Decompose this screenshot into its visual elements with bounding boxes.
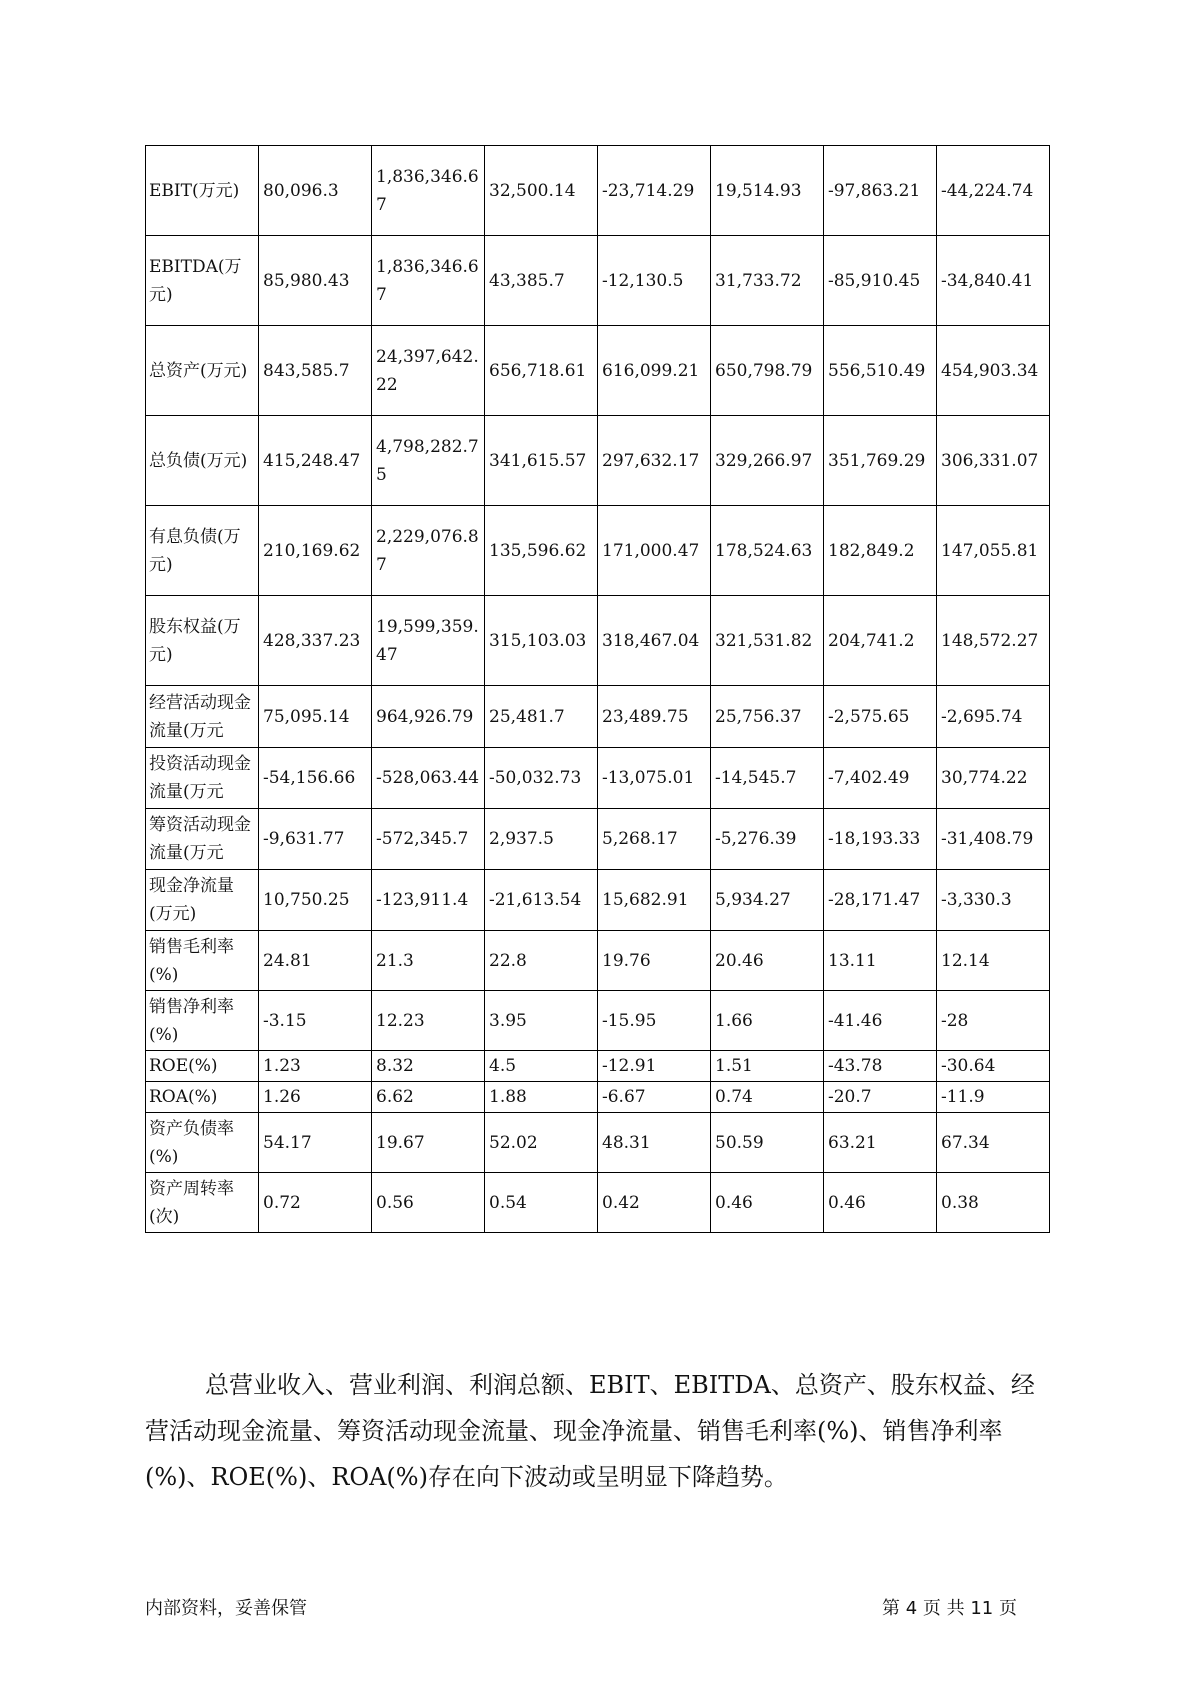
row-label: ROE(%) <box>146 1051 259 1082</box>
table-cell: 321,531.82 <box>711 596 824 686</box>
table-cell: 8.32 <box>372 1051 485 1082</box>
row-label: 销售毛利率(%) <box>146 931 259 991</box>
table-cell: 3.95 <box>485 991 598 1051</box>
table-cell: 0.72 <box>259 1173 372 1233</box>
table-cell: 616,099.21 <box>598 326 711 416</box>
table-cell: -14,545.7 <box>711 748 824 809</box>
table-cell: 1.26 <box>259 1082 372 1113</box>
table-cell: 297,632.17 <box>598 416 711 506</box>
table-cell: -13,075.01 <box>598 748 711 809</box>
table-cell: -44,224.74 <box>937 146 1050 236</box>
table-cell: -11.9 <box>937 1082 1050 1113</box>
table-cell: 2,937.5 <box>485 809 598 870</box>
table-cell: 318,467.04 <box>598 596 711 686</box>
row-label: 销售净利率(%) <box>146 991 259 1051</box>
table-cell: 54.17 <box>259 1113 372 1173</box>
table-cell: -123,911.4 <box>372 870 485 931</box>
table-row <box>146 1082 1050 1113</box>
table-cell: 0.42 <box>598 1173 711 1233</box>
table-cell: 32,500.14 <box>485 146 598 236</box>
table-row <box>146 596 1050 686</box>
table-cell: 843,585.7 <box>259 326 372 416</box>
table-row <box>146 1051 1050 1082</box>
table-cell: 415,248.47 <box>259 416 372 506</box>
table-cell: -28,171.47 <box>824 870 937 931</box>
financial-indicators-table <box>145 145 1050 1233</box>
row-label: EBIT(万元) <box>146 146 259 236</box>
table-cell: -2,575.65 <box>824 686 937 748</box>
table-cell: 428,337.23 <box>259 596 372 686</box>
table-cell: 85,980.43 <box>259 236 372 326</box>
table-cell: -43.78 <box>824 1051 937 1082</box>
table-cell: 2,229,076.87 <box>372 506 485 596</box>
table-cell: 12.14 <box>937 931 1050 991</box>
table-cell: 19.76 <box>598 931 711 991</box>
footer-page-number: 第 4 页 共 11 页 <box>882 1598 1017 1619</box>
table-cell: 0.38 <box>937 1173 1050 1233</box>
table-cell: 210,169.62 <box>259 506 372 596</box>
table-row <box>146 991 1050 1051</box>
row-label: 总资产(万元) <box>146 326 259 416</box>
row-label: 现金净流量(万元) <box>146 870 259 931</box>
table-cell: 43,385.7 <box>485 236 598 326</box>
table-cell: 351,769.29 <box>824 416 937 506</box>
table-row <box>146 506 1050 596</box>
table-cell: -54,156.66 <box>259 748 372 809</box>
table-cell: 13.11 <box>824 931 937 991</box>
row-label: 资产周转率(次) <box>146 1173 259 1233</box>
table-cell: 10,750.25 <box>259 870 372 931</box>
table-cell: 25,756.37 <box>711 686 824 748</box>
row-label: 资产负债率(%) <box>146 1113 259 1173</box>
table-cell: -50,032.73 <box>485 748 598 809</box>
table-cell: 12.23 <box>372 991 485 1051</box>
table-cell: 48.31 <box>598 1113 711 1173</box>
table-row <box>146 870 1050 931</box>
table-cell: -34,840.41 <box>937 236 1050 326</box>
table-cell: 30,774.22 <box>937 748 1050 809</box>
table-cell: -20.7 <box>824 1082 937 1113</box>
summary-paragraph: 总营业收入、营业利润、利润总额、EBIT、EBITDA、总资产、股东权益、经营活动现金流量、筹资活动现金流量、现金净流量、销售毛利率(%)、销售净利率(%)、ROE(%)、ROA(%)存在向下波动或呈明显下降趋势。 <box>145 1371 1035 1491</box>
table-cell: 147,055.81 <box>937 506 1050 596</box>
table-cell: -15.95 <box>598 991 711 1051</box>
table-cell: -31,408.79 <box>937 809 1050 870</box>
row-label: 经营活动现金流量(万元 <box>146 686 259 748</box>
table-row <box>146 326 1050 416</box>
table-row <box>146 809 1050 870</box>
table-cell: 1,836,346.67 <box>372 146 485 236</box>
table-cell: 50.59 <box>711 1113 824 1173</box>
table-cell: 15,682.91 <box>598 870 711 931</box>
table-cell: 67.34 <box>937 1113 1050 1173</box>
table-cell: 315,103.03 <box>485 596 598 686</box>
table-cell: -12.91 <box>598 1051 711 1082</box>
table-cell: 19,514.93 <box>711 146 824 236</box>
table-cell: -572,345.7 <box>372 809 485 870</box>
row-label: ROA(%) <box>146 1082 259 1113</box>
table-cell: 25,481.7 <box>485 686 598 748</box>
table-cell: -21,613.54 <box>485 870 598 931</box>
table-cell: -3,330.3 <box>937 870 1050 931</box>
table-cell: 341,615.57 <box>485 416 598 506</box>
table-cell: 178,524.63 <box>711 506 824 596</box>
table-row <box>146 1113 1050 1173</box>
table-cell: 556,510.49 <box>824 326 937 416</box>
table-cell: -28 <box>937 991 1050 1051</box>
table-cell: -12,130.5 <box>598 236 711 326</box>
row-label: 投资活动现金流量(万元 <box>146 748 259 809</box>
table-row <box>146 146 1050 236</box>
table-cell: 80,096.3 <box>259 146 372 236</box>
table-cell: -18,193.33 <box>824 809 937 870</box>
table-cell: -23,714.29 <box>598 146 711 236</box>
row-label: 筹资活动现金流量(万元 <box>146 809 259 870</box>
table-row <box>146 1173 1050 1233</box>
table-cell: 6.62 <box>372 1082 485 1113</box>
table-cell: 1.88 <box>485 1082 598 1113</box>
table-row <box>146 931 1050 991</box>
table-cell: 4.5 <box>485 1051 598 1082</box>
table-cell: 1.66 <box>711 991 824 1051</box>
table-cell: 75,095.14 <box>259 686 372 748</box>
table-cell: -528,063.44 <box>372 748 485 809</box>
table-cell: 0.46 <box>824 1173 937 1233</box>
table-cell: 656,718.61 <box>485 326 598 416</box>
table-cell: 23,489.75 <box>598 686 711 748</box>
footer-confidential-note: 内部资料，妥善保管 <box>145 1598 307 1619</box>
table-cell: 204,741.2 <box>824 596 937 686</box>
table-cell: 0.54 <box>485 1173 598 1233</box>
table-cell: 306,331.07 <box>937 416 1050 506</box>
row-label: 总负债(万元) <box>146 416 259 506</box>
table-cell: 964,926.79 <box>372 686 485 748</box>
row-label: 有息负债(万元) <box>146 506 259 596</box>
table-cell: 19.67 <box>372 1113 485 1173</box>
table-cell: 182,849.2 <box>824 506 937 596</box>
table-cell: 0.46 <box>711 1173 824 1233</box>
table-cell: 24,397,642.22 <box>372 326 485 416</box>
table-cell: -7,402.49 <box>824 748 937 809</box>
table-cell: -6.67 <box>598 1082 711 1113</box>
table-cell: -2,695.74 <box>937 686 1050 748</box>
table-cell: 1.23 <box>259 1051 372 1082</box>
table-cell: 329,266.97 <box>711 416 824 506</box>
table-cell: -3.15 <box>259 991 372 1051</box>
table-cell: 135,596.62 <box>485 506 598 596</box>
table-cell: 21.3 <box>372 931 485 991</box>
table-cell: -5,276.39 <box>711 809 824 870</box>
row-label: 股东权益(万元) <box>146 596 259 686</box>
table-row <box>146 686 1050 748</box>
table-cell: 1.51 <box>711 1051 824 1082</box>
table-cell: 22.8 <box>485 931 598 991</box>
table-body <box>146 146 1050 1233</box>
table-cell: -30.64 <box>937 1051 1050 1082</box>
table-row <box>146 748 1050 809</box>
table-cell: 5,268.17 <box>598 809 711 870</box>
table-cell: 454,903.34 <box>937 326 1050 416</box>
table-cell: 24.81 <box>259 931 372 991</box>
table-row <box>146 416 1050 506</box>
table-cell: 148,572.27 <box>937 596 1050 686</box>
table-cell: -97,863.21 <box>824 146 937 236</box>
table-cell: 650,798.79 <box>711 326 824 416</box>
table-cell: 63.21 <box>824 1113 937 1173</box>
table-row <box>146 236 1050 326</box>
table-cell: -9,631.77 <box>259 809 372 870</box>
table-cell: 52.02 <box>485 1113 598 1173</box>
table-cell: -85,910.45 <box>824 236 937 326</box>
table-cell: 4,798,282.75 <box>372 416 485 506</box>
row-label: EBITDA(万元) <box>146 236 259 326</box>
table-cell: 171,000.47 <box>598 506 711 596</box>
table-cell: 0.74 <box>711 1082 824 1113</box>
table-cell: 19,599,359.47 <box>372 596 485 686</box>
table-cell: 5,934.27 <box>711 870 824 931</box>
table-cell: 20.46 <box>711 931 824 991</box>
table-cell: 0.56 <box>372 1173 485 1233</box>
table-cell: 31,733.72 <box>711 236 824 326</box>
table-cell: 1,836,346.67 <box>372 236 485 326</box>
table-cell: -41.46 <box>824 991 937 1051</box>
